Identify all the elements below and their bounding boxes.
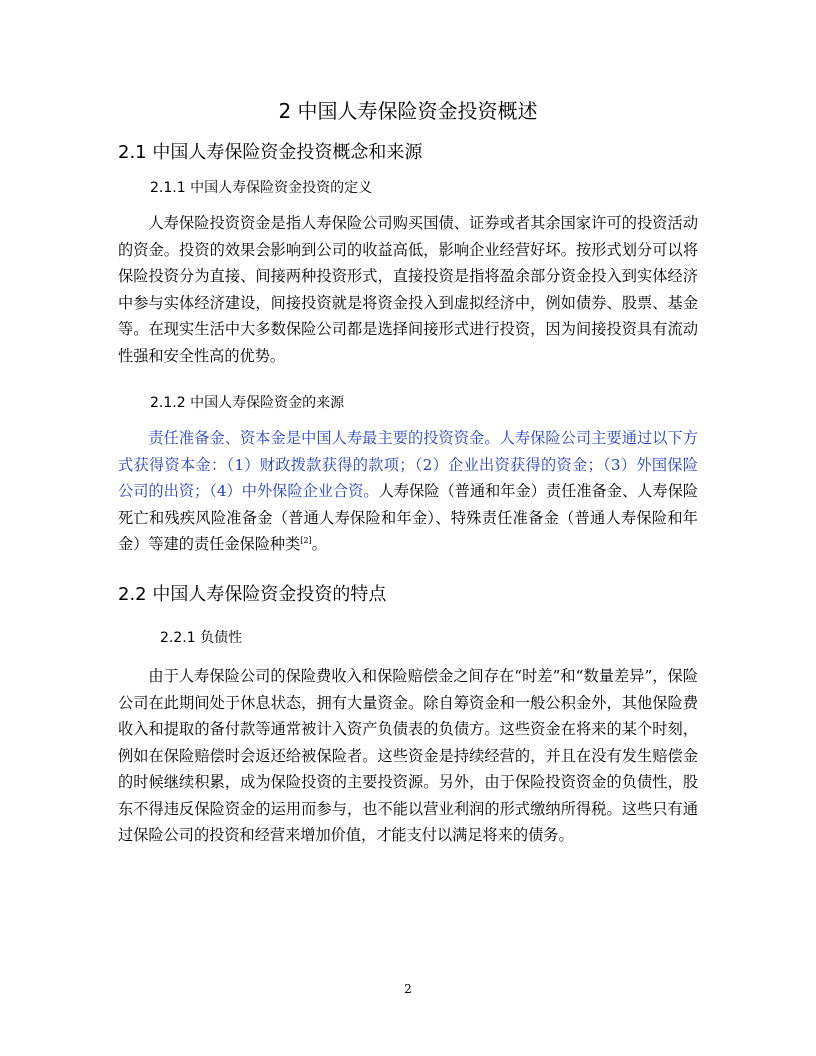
section-heading-2-2: 2.2 中国人寿保险资金投资的特点: [118, 584, 387, 605]
chapter-title: 2 中国人寿保险资金投资概述: [278, 99, 538, 123]
paragraph-liability: 由于人寿保险公司的保险费收入和保险赔偿金之间存在“时差”和“数量差异”，保险公司在此期间处于休息状态，拥有大量资金。除自筹资金和一般公积金外，其他保险费收入和提取的备付款等通常被计入资产负债表的负债方。这些资金在将来的某个时刻，例如在保险赔偿时会返还给被保险者。这些资金是持续经营的，并且在没有发生赔偿金的时候继续积累，成为保险投资的主要投资源。另外，由于保险投资资金的负债性，股东不得违反保险资金的运用而参与，也不能以营业利润的形式缴纳所得税。这些只有通过保险公司的投资和经营来增加价值，才能支付以满足将来的债务。: [118, 667, 698, 844]
section-heading-2-1: 2.1 中国人寿保险资金投资概念和来源: [118, 142, 423, 163]
subsection-heading-2-1-2: 2.1.2 中国人寿保险资金的来源: [150, 395, 345, 411]
highlighted-text: 责任准备金、资本金是中国人寿最主要的投资资金。人寿保险公司主要通过以下方式获得资本金：（1）财政拨款获得的款项；（2）企业出资获得的资金；（3）外国保险公司的出资；（4）中外保险企业合资。: [118, 429, 698, 500]
citation-ref: [2]: [300, 535, 312, 545]
paragraph-sources-end: 。: [311, 535, 327, 553]
page-number: 2: [404, 982, 412, 996]
paragraph-sources: [118, 425, 698, 558]
paragraph-definition: 人寿保险投资资金是指人寿保险公司购买国债、证券或者其余国家许可的投资活动的资金。投资的效果会影响到公司的收益高低，影响企业经营好坏。按形式划分可以将保险投资分为直接、间接两种投资形式，直接投资是指将盈余部分资金投入到实体经济中参与实体经济建设，间接投资就是将资金投入到虚拟经济中，例如债券、股票、基金等。在现实生活中大多数保险公司都是选择间接形式进行投资，因为间接投资具有流动性强和安全性高的优势。: [118, 214, 698, 365]
paragraph-sources-rest: 人寿保险（普通和年金）责任准备金、人寿保险死亡和残疾风险准备金（普通人寿保险和年金）、特殊责任准备金（普通人寿保险和年金）等建的责任金保险种类: [118, 482, 698, 553]
subsection-heading-2-2-1: 2.2.1 负债性: [160, 630, 243, 646]
subsection-heading-2-1-1: 2.1.1 中国人寿保险资金投资的定义: [150, 180, 373, 196]
